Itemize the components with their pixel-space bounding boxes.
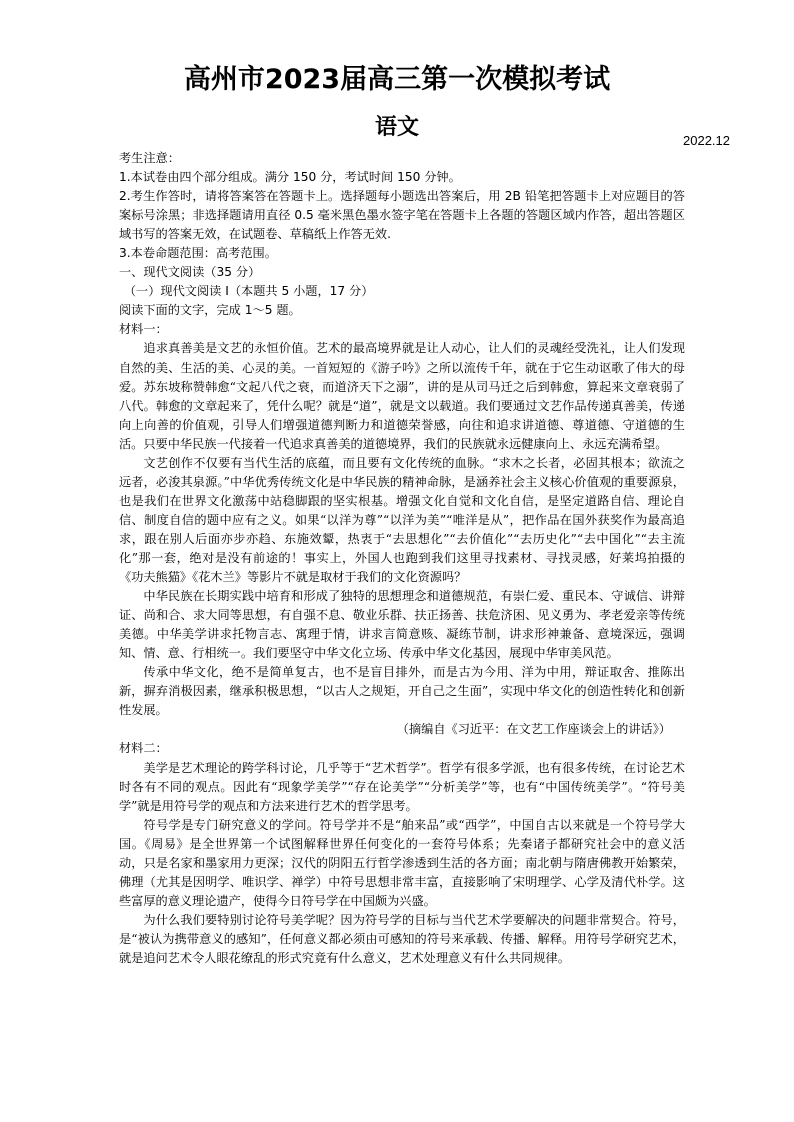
material-paragraph: 中华民族在长期实践中培育和形成了独特的思想理念和道德规范，有崇仁爱、重民本、守诚信、讲辩证、尚和合、求大同等思想，有自强不息、敬业乐群、扶正扬善、扶危济困、见义勇为、孝老爱亲等传统美德。中华美学讲求托物言志、寓理于情，讲求言简意赅、凝练节制，讲求形神兼备、意境深远，强调知、情、意、行相统一。我们要坚守中华文化立场、传承中华文化基因，展现中华审美风范。 <box>119 589 685 661</box>
exam-content <box>119 149 685 968</box>
material-paragraph: 文艺创作不仅要有当代生活的底蕴，而且要有文化传统的血脉。“求木之长者，必固其根本；欲流之远者，必浚其泉源。”中华优秀传统文化是中华民族的精神命脉，是涵养社会主义核心价值观的重要源泉，也是我们在世界文化激荡中站稳脚跟的坚实根基。增强文化自觉和文化自信，是坚定道路自信、理论自信、制度自信的题中应有之义。如果“以洋为尊”“以洋为美”“唯洋是从”，把作品在国外获奖作为最高追求，跟在别人后面亦步亦趋、东施效颦，热衷于“去思想化”“去价值化”“去历史化”“去中国化”“去主流化”那一套，绝对是没有前途的！事实上，外国人也跑到我们这里寻找素材、寻找灵感，好莱坞拍摄的《功夫熊猫》《花木兰》等影片不就是取材于我们的文化资源吗？ <box>119 455 685 585</box>
reading-instruction: 阅读下面的文字，完成 1～5 题。 <box>119 303 301 318</box>
material-label: 材料二： <box>119 741 168 756</box>
material-paragraph: 为什么我们要特别讨论符号美学呢？因为符号学的目标与当代艺术学要解决的问题非常契合。符号，是“被认为携带意义的感知”，任何意义都必须由可感知的符号来承载、传播、解释。用符号学研究艺术，就是追问艺术令人眼花缭乱的形式究竟有什么意义，艺术处理意义有什么共同规律。 <box>119 912 685 965</box>
material-label: 材料一： <box>119 322 168 337</box>
exam-date: 2022.12 <box>683 133 730 148</box>
material-paragraph: 符号学是专门研究意义的学问。符号学并不是“舶来品”或“西学”，中国自古以来就是一个符号学大国。《周易》是全世界第一个试图解释世界任何变化的一套符号体系；先秦诸子都研究社会中的意义活动，只是名家和墨家用力更深；汉代的阴阳五行哲学渗透到生活的各方面；南北朝与隋唐佛教开始繁荣，佛理（尤其是因明学、唯识学、禅学）中符号思想非常丰富，直接影响了宋明理学、心学及清代朴学。这些富厚的意义理论遗产，使得今日符号学在中国颇为兴盛。 <box>119 817 685 908</box>
material-paragraph: 传承中华文化，绝不是简单复古，也不是盲目排外，而是古为今用、洋为中用，辩证取舍、推陈出新，摒弃消极因素，继承积极思想，“以古人之规矩，开自己之生面”，实现中华文化的创造性转化和创新性发展。 <box>119 665 685 718</box>
section-heading: 一、现代文阅读（35 分） <box>119 265 261 280</box>
notice-item: 2.考生作答时，请将答案答在答题卡上。选择题每小题选出答案后，用 2B 铅笔把答题卡上对应题目的答案标号涂黑；非选择题请用直径 0.5 毫米黑色墨水签字笔在答题卡上各题的答题区域内作答，超出答题区域书写的答案无效，在试题卷、草稿纸上作答无效. <box>119 189 685 242</box>
notice-item: 3.本卷命题范围：高考范围。 <box>119 246 277 261</box>
subject-title: 语文 <box>374 115 419 140</box>
material-paragraph: 美学是艺术理论的跨学科讨论，几乎等于“艺术哲学”。哲学有很多学派，也有很多传统，在讨论艺术时各有不同的观点。因此有“现象学美学”“存在论美学”“分析美学”等，也有“中国传统美学”。“符号美学”就是用符号学的观点和方法来进行艺术的哲学思考。 <box>119 760 685 813</box>
sub-section-heading: （一）现代文阅读 Ⅰ（本题共 5 小题，17 分） <box>123 284 374 299</box>
notice-heading: 考生注意： <box>119 151 180 165</box>
notice-item: 1.本试卷由四个部分组成。满分 150 分，考试时间 150 分钟。 <box>119 170 461 185</box>
material-paragraph: 追求真善美是文艺的永恒价值。艺术的最高境界就是让人动心，让人们的灵魂经受洗礼，让人们发现自然的美、生活的美、心灵的美。一首短短的《游子吟》之所以流传千年，就在于它生动讴歌了伟大的母爱。苏东坡称赞韩愈“文起八代之衰，而道济天下之溺”，讲的是从司马迁之后到韩愈，算起来文章衰弱了八代。韩愈的文章起来了，凭什么呢？就是“道”，就是文以载道。我们要通过文艺作品传递真善美，传递向上向善的价值观，引导人们增强道德判断力和道德荣誉感，向往和追求讲道德、尊道德、守道德的生活。只要中华民族一代接着一代追求真善美的道德境界，我们的民族就永远健康向上、永远充满希望。 <box>119 341 685 451</box>
exam-title: 高州市2023届高三第一次模拟考试 <box>183 64 611 95</box>
material-source: （摘编自《习近平：在文艺工作座谈会上的讲话》） <box>396 722 671 737</box>
